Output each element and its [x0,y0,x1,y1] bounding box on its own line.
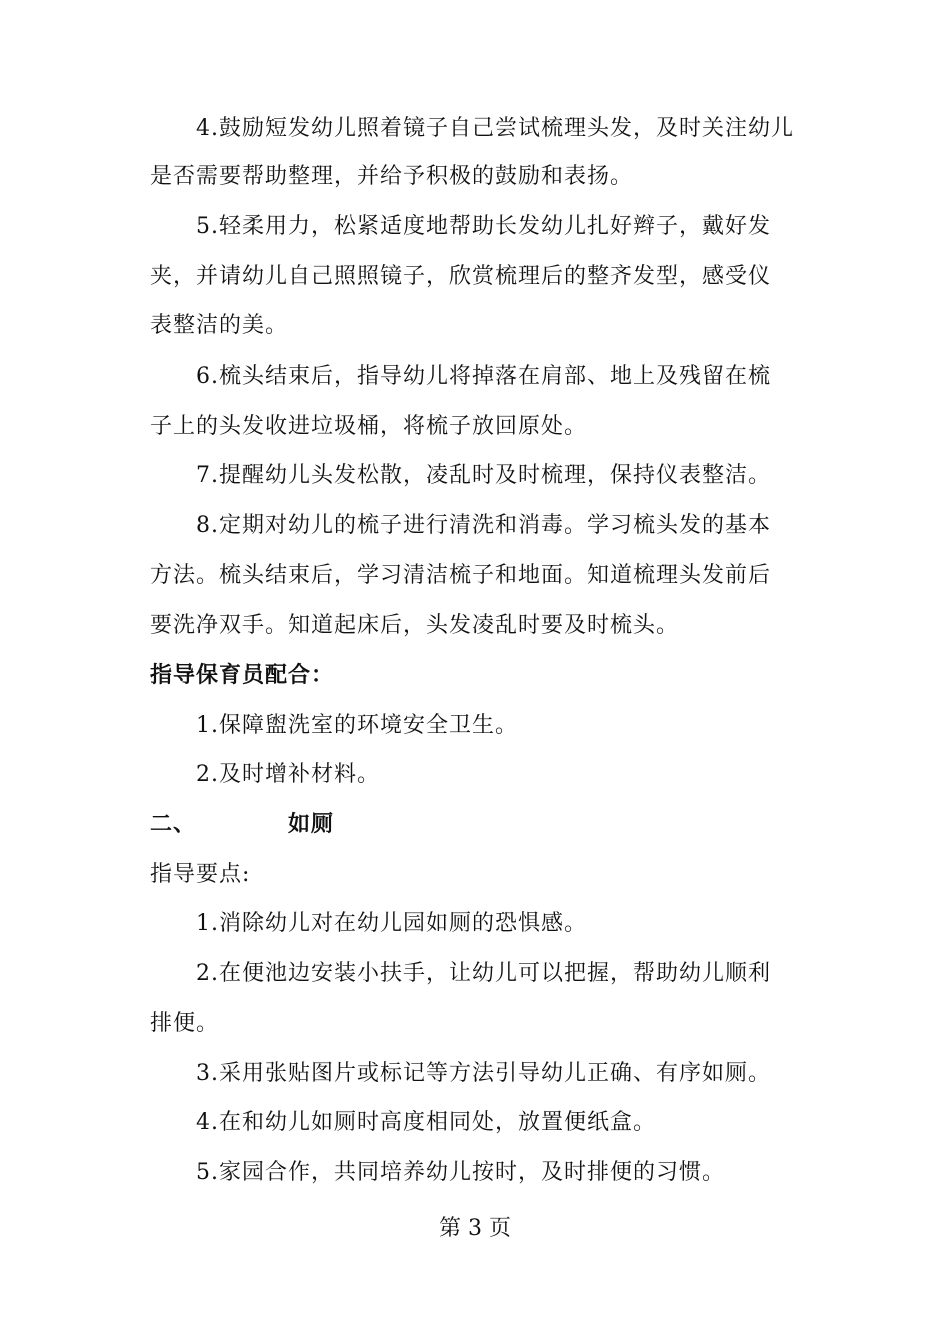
page-number: 第 3 页 [439,1216,511,1241]
guidance-label: 指导要点: [150,862,251,887]
section-title: 如厕 [288,812,335,837]
paragraph-line: 6.梳头结束后，指导幼儿将掉落在肩部、地上及残留在梳 [196,364,771,389]
caregiver-item: 2.及时增补材料。 [196,762,380,787]
section-number: 二、 [150,812,197,837]
paragraph-line: 7.提醒幼儿头发松散，凌乱时及时梳理，保持仪表整洁。 [196,463,771,488]
toilet-line: 3.采用张贴图片或标记等方法引导幼儿正确、有序如厕。 [196,1061,771,1086]
paragraph-line: 4.鼓励短发幼儿照着镜子自己尝试梳理头发，及时关注幼儿 [196,116,794,141]
section-heading [150,810,334,840]
caregiver-item: 1.保障盥洗室的环境安全卫生。 [196,713,518,738]
paragraph-line: 夹，并请幼儿自己照照镜子，欣赏梳理后的整齐发型，感受仪 [150,264,772,289]
paragraph-line: 要洗净双手。知道起床后，头发凌乱时要及时梳头。 [150,613,680,638]
toilet-line: 2.在便池边安装小扶手，让幼儿可以把握，帮助幼儿顺利 [196,961,771,986]
caregiver-heading: 指导保育员配合： [150,663,335,688]
paragraph-line: 方法。梳头结束后，学习清洁梳子和地面。知道梳理头发前后 [150,563,772,588]
paragraph-line: 8.定期对幼儿的梳子进行清洗和消毒。学习梳头发的基本 [196,513,771,538]
paragraph-line: 表整洁的美。 [150,313,289,338]
toilet-line: 1.消除幼儿对在幼儿园如厕的恐惧感。 [196,911,587,936]
toilet-line: 5.家园合作，共同培养幼儿按时，及时排便的习惯。 [196,1160,725,1185]
toilet-line: 4.在和幼儿如厕时高度相同处，放置便纸盒。 [196,1110,656,1135]
paragraph-line: 子上的头发收进垃圾桶，将梳子放回原处。 [150,414,588,439]
paragraph-line: 5.轻柔用力，松紧适度地帮助长发幼儿扎好辫子，戴好发 [196,214,771,239]
toilet-line: 排便。 [150,1011,220,1036]
paragraph-line: 是否需要帮助整理，并给予积极的鼓励和表扬。 [150,164,634,189]
